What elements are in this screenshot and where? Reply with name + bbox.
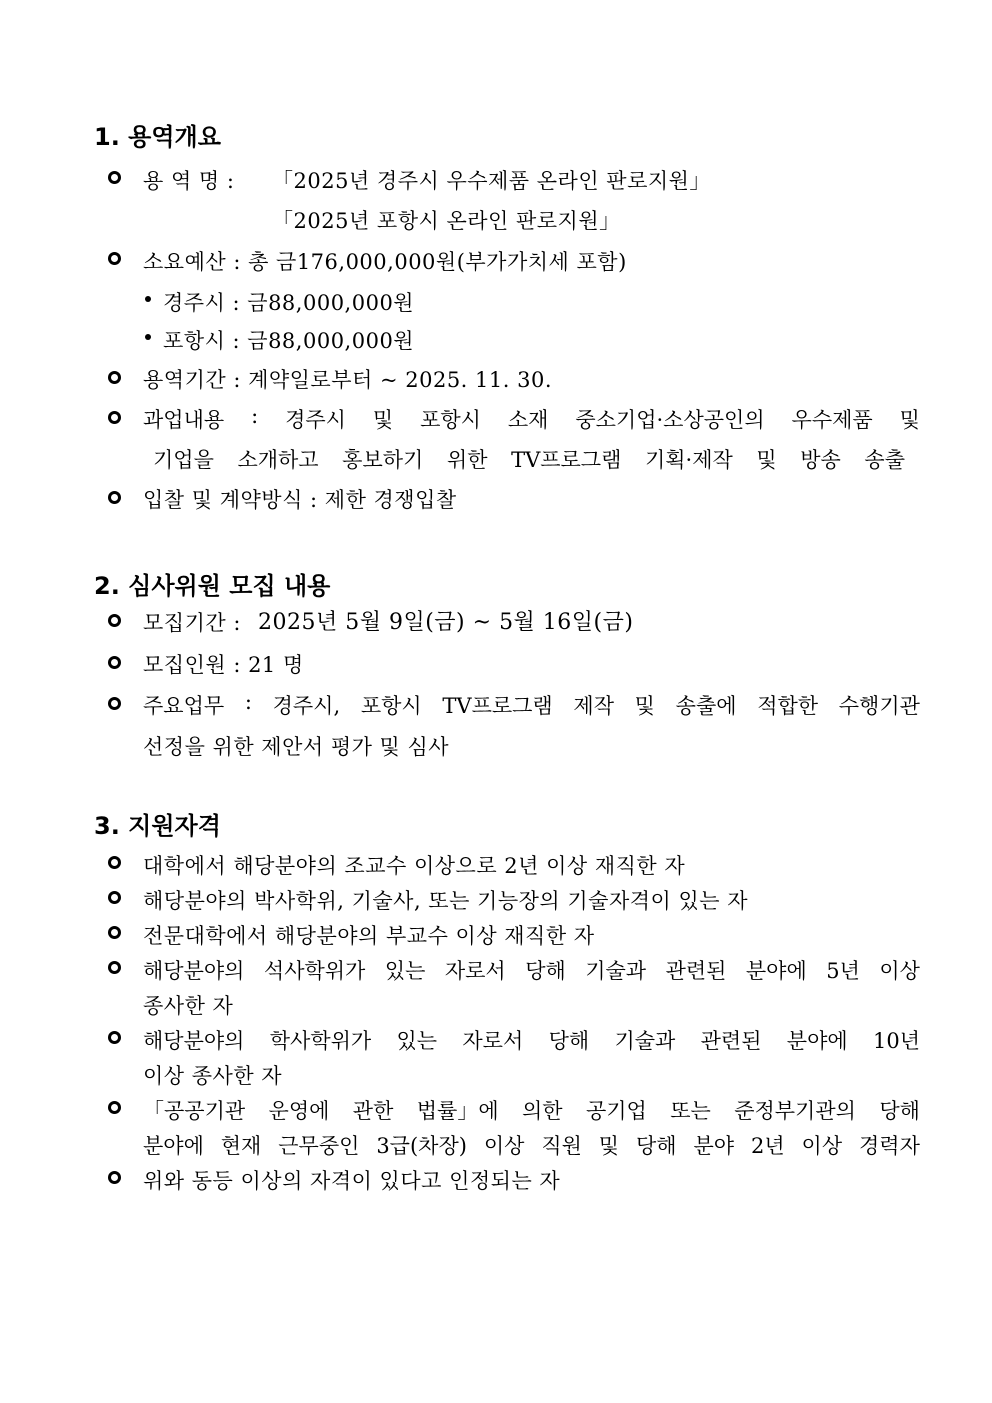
word: 및 <box>899 408 920 432</box>
word: 직원 <box>541 1134 582 1158</box>
bullet-icon <box>108 697 121 710</box>
word: 석사학위가 <box>263 959 366 983</box>
main-duty-line2: 선정을 위한 제안서 평가 및 심사 <box>143 735 450 759</box>
word: 근무중인 <box>278 1134 360 1158</box>
word: 기술과 <box>614 1029 676 1053</box>
word: 이상 <box>483 1134 525 1158</box>
word: 기업을 <box>153 448 214 472</box>
word: 방송 <box>800 448 841 472</box>
bullet-icon <box>108 856 121 869</box>
word: 법률」에 <box>416 1099 499 1123</box>
sub-bullet-icon <box>145 296 151 302</box>
qualification-item: 해당분야의 박사학위, 기술사, 또는 기능장의 기술자격이 있는 자 <box>143 889 749 913</box>
word: 및 <box>634 694 655 718</box>
qualification-item-line2: 종사한 자 <box>143 994 234 1018</box>
word: TV프로그램 <box>511 448 622 472</box>
word: 및 <box>598 1134 620 1158</box>
qualification-item-line2: 이상 종사한 자 <box>143 1064 283 1088</box>
word: 2년 <box>750 1134 785 1158</box>
word: 포항시 <box>360 694 422 718</box>
word: 당해 <box>636 1134 677 1158</box>
word: 경주시, <box>272 694 341 718</box>
bullet-icon <box>108 961 121 974</box>
bullet-icon <box>108 371 121 384</box>
word: 송출에 <box>675 694 737 718</box>
budget-pohang: 포항시 : 금88,000,000원 <box>163 329 415 353</box>
qualification-item-line1 <box>143 1095 920 1125</box>
word: 당해 <box>548 1029 590 1053</box>
word: 분야에 <box>786 1029 848 1053</box>
budget-text: 소요예산 : 총 금176,000,000원(부가가치세 포함) <box>143 250 627 274</box>
word: 기술과 <box>585 959 647 983</box>
bullet-icon <box>108 1101 121 1114</box>
bullet-icon <box>108 491 121 504</box>
word: 이상 <box>879 959 920 983</box>
word: 관련된 <box>665 959 727 983</box>
word: 우수제품 <box>791 408 873 432</box>
word: 자로서 <box>444 959 506 983</box>
recruit-period-value: 2025년 5월 9일(금) ~ 5월 16일(금) <box>258 610 634 635</box>
bid-method-text: 입찰 및 계약방식 : 제한 경쟁입찰 <box>143 488 457 512</box>
word: 송출 <box>864 448 905 472</box>
qualification-item-line2 <box>143 1130 920 1160</box>
word: 위한 <box>446 448 488 472</box>
bullet-icon <box>108 252 121 265</box>
word: 분야 <box>693 1134 735 1158</box>
service-period-text: 용역기간 : 계약일로부터 ~ 2025. 11. 30. <box>143 368 552 392</box>
task-content-line1 <box>143 404 920 434</box>
qualification-item: 위와 동등 이상의 자격이 있다고 인정되는 자 <box>143 1169 561 1193</box>
qualification-item-line1 <box>143 1025 920 1055</box>
word: 및 <box>756 448 777 472</box>
word: 과업내용 <box>143 408 225 432</box>
sub-bullet-icon <box>145 334 151 340</box>
word: 소재 <box>507 408 549 432</box>
word: 경주시 <box>285 408 346 432</box>
word: 준정부기관의 <box>734 1099 856 1123</box>
word: 자로서 <box>462 1029 524 1053</box>
word: 있는 <box>396 1029 438 1053</box>
service-name-line1: 「2025년 경주시 우수제품 온라인 판로지원」 <box>272 169 711 193</box>
word: 이상 <box>801 1134 843 1158</box>
word: 경력자 <box>859 1134 920 1158</box>
word: 해당분야의 <box>143 1029 245 1053</box>
word: 당해 <box>525 959 566 983</box>
word: 소개하고 <box>237 448 319 472</box>
qualification-item-line1 <box>143 955 920 985</box>
word: 공기업 <box>585 1099 647 1123</box>
task-content-line2 <box>153 444 905 474</box>
qualification-item: 전문대학에서 해당분야의 부교수 이상 재직한 자 <box>143 924 595 948</box>
word: 관련된 <box>700 1029 762 1053</box>
bullet-icon <box>108 1031 121 1044</box>
word: 또는 <box>670 1099 711 1123</box>
word: 분야에 <box>143 1134 204 1158</box>
word: 해당분야의 <box>143 959 245 983</box>
word: 기획·제작 <box>644 448 733 472</box>
word: 분야에 <box>745 959 807 983</box>
word: 제작 <box>573 694 614 718</box>
word: 10년 <box>872 1029 920 1053</box>
bullet-icon <box>108 891 121 904</box>
bullet-icon <box>108 171 121 184</box>
section3-heading: 3. 지원자격 <box>94 812 221 840</box>
qualification-item: 대학에서 해당분야의 조교수 이상으로 2년 이상 재직한 자 <box>143 854 686 878</box>
word: 있는 <box>384 959 426 983</box>
section2-heading: 2. 심사위원 모집 내용 <box>94 572 331 600</box>
word: 포항시 <box>420 408 481 432</box>
word: TV프로그램 <box>442 694 553 718</box>
bullet-icon <box>108 1171 121 1184</box>
word: 주요업무 <box>143 694 225 718</box>
recruit-period-label: 모집기간 : <box>143 611 241 635</box>
word: 학사학위가 <box>269 1029 372 1053</box>
word: 현재 <box>220 1134 262 1158</box>
bullet-icon <box>108 411 121 424</box>
word: 및 <box>372 408 394 432</box>
recruit-people-text: 모집인원 : 21 명 <box>143 653 304 677</box>
word: 운영에 <box>268 1099 330 1123</box>
bullet-icon <box>108 614 121 627</box>
word: 중소기업·소상공인의 <box>575 408 765 432</box>
bullet-icon <box>108 926 121 939</box>
word: 홍보하기 <box>342 448 424 472</box>
word: 관한 <box>352 1099 394 1123</box>
word: 3급(차장) <box>376 1134 467 1158</box>
main-duty-line1 <box>143 690 920 720</box>
word: 5년 <box>826 959 860 983</box>
word: : <box>251 404 259 428</box>
word: 「공공기관 <box>143 1099 246 1123</box>
word: 수행기관 <box>838 694 920 718</box>
word: 의한 <box>522 1099 563 1123</box>
service-name-line2: 「2025년 포항시 온라인 판로지원」 <box>272 209 621 233</box>
word: : <box>244 690 252 714</box>
bullet-icon <box>108 656 121 669</box>
section1-heading: 1. 용역개요 <box>94 123 221 151</box>
budget-gyeongju: 경주시 : 금88,000,000원 <box>163 291 415 315</box>
service-name-label: 용 역 명 : <box>143 169 235 193</box>
word: 당해 <box>879 1099 920 1123</box>
word: 적합한 <box>757 694 819 718</box>
